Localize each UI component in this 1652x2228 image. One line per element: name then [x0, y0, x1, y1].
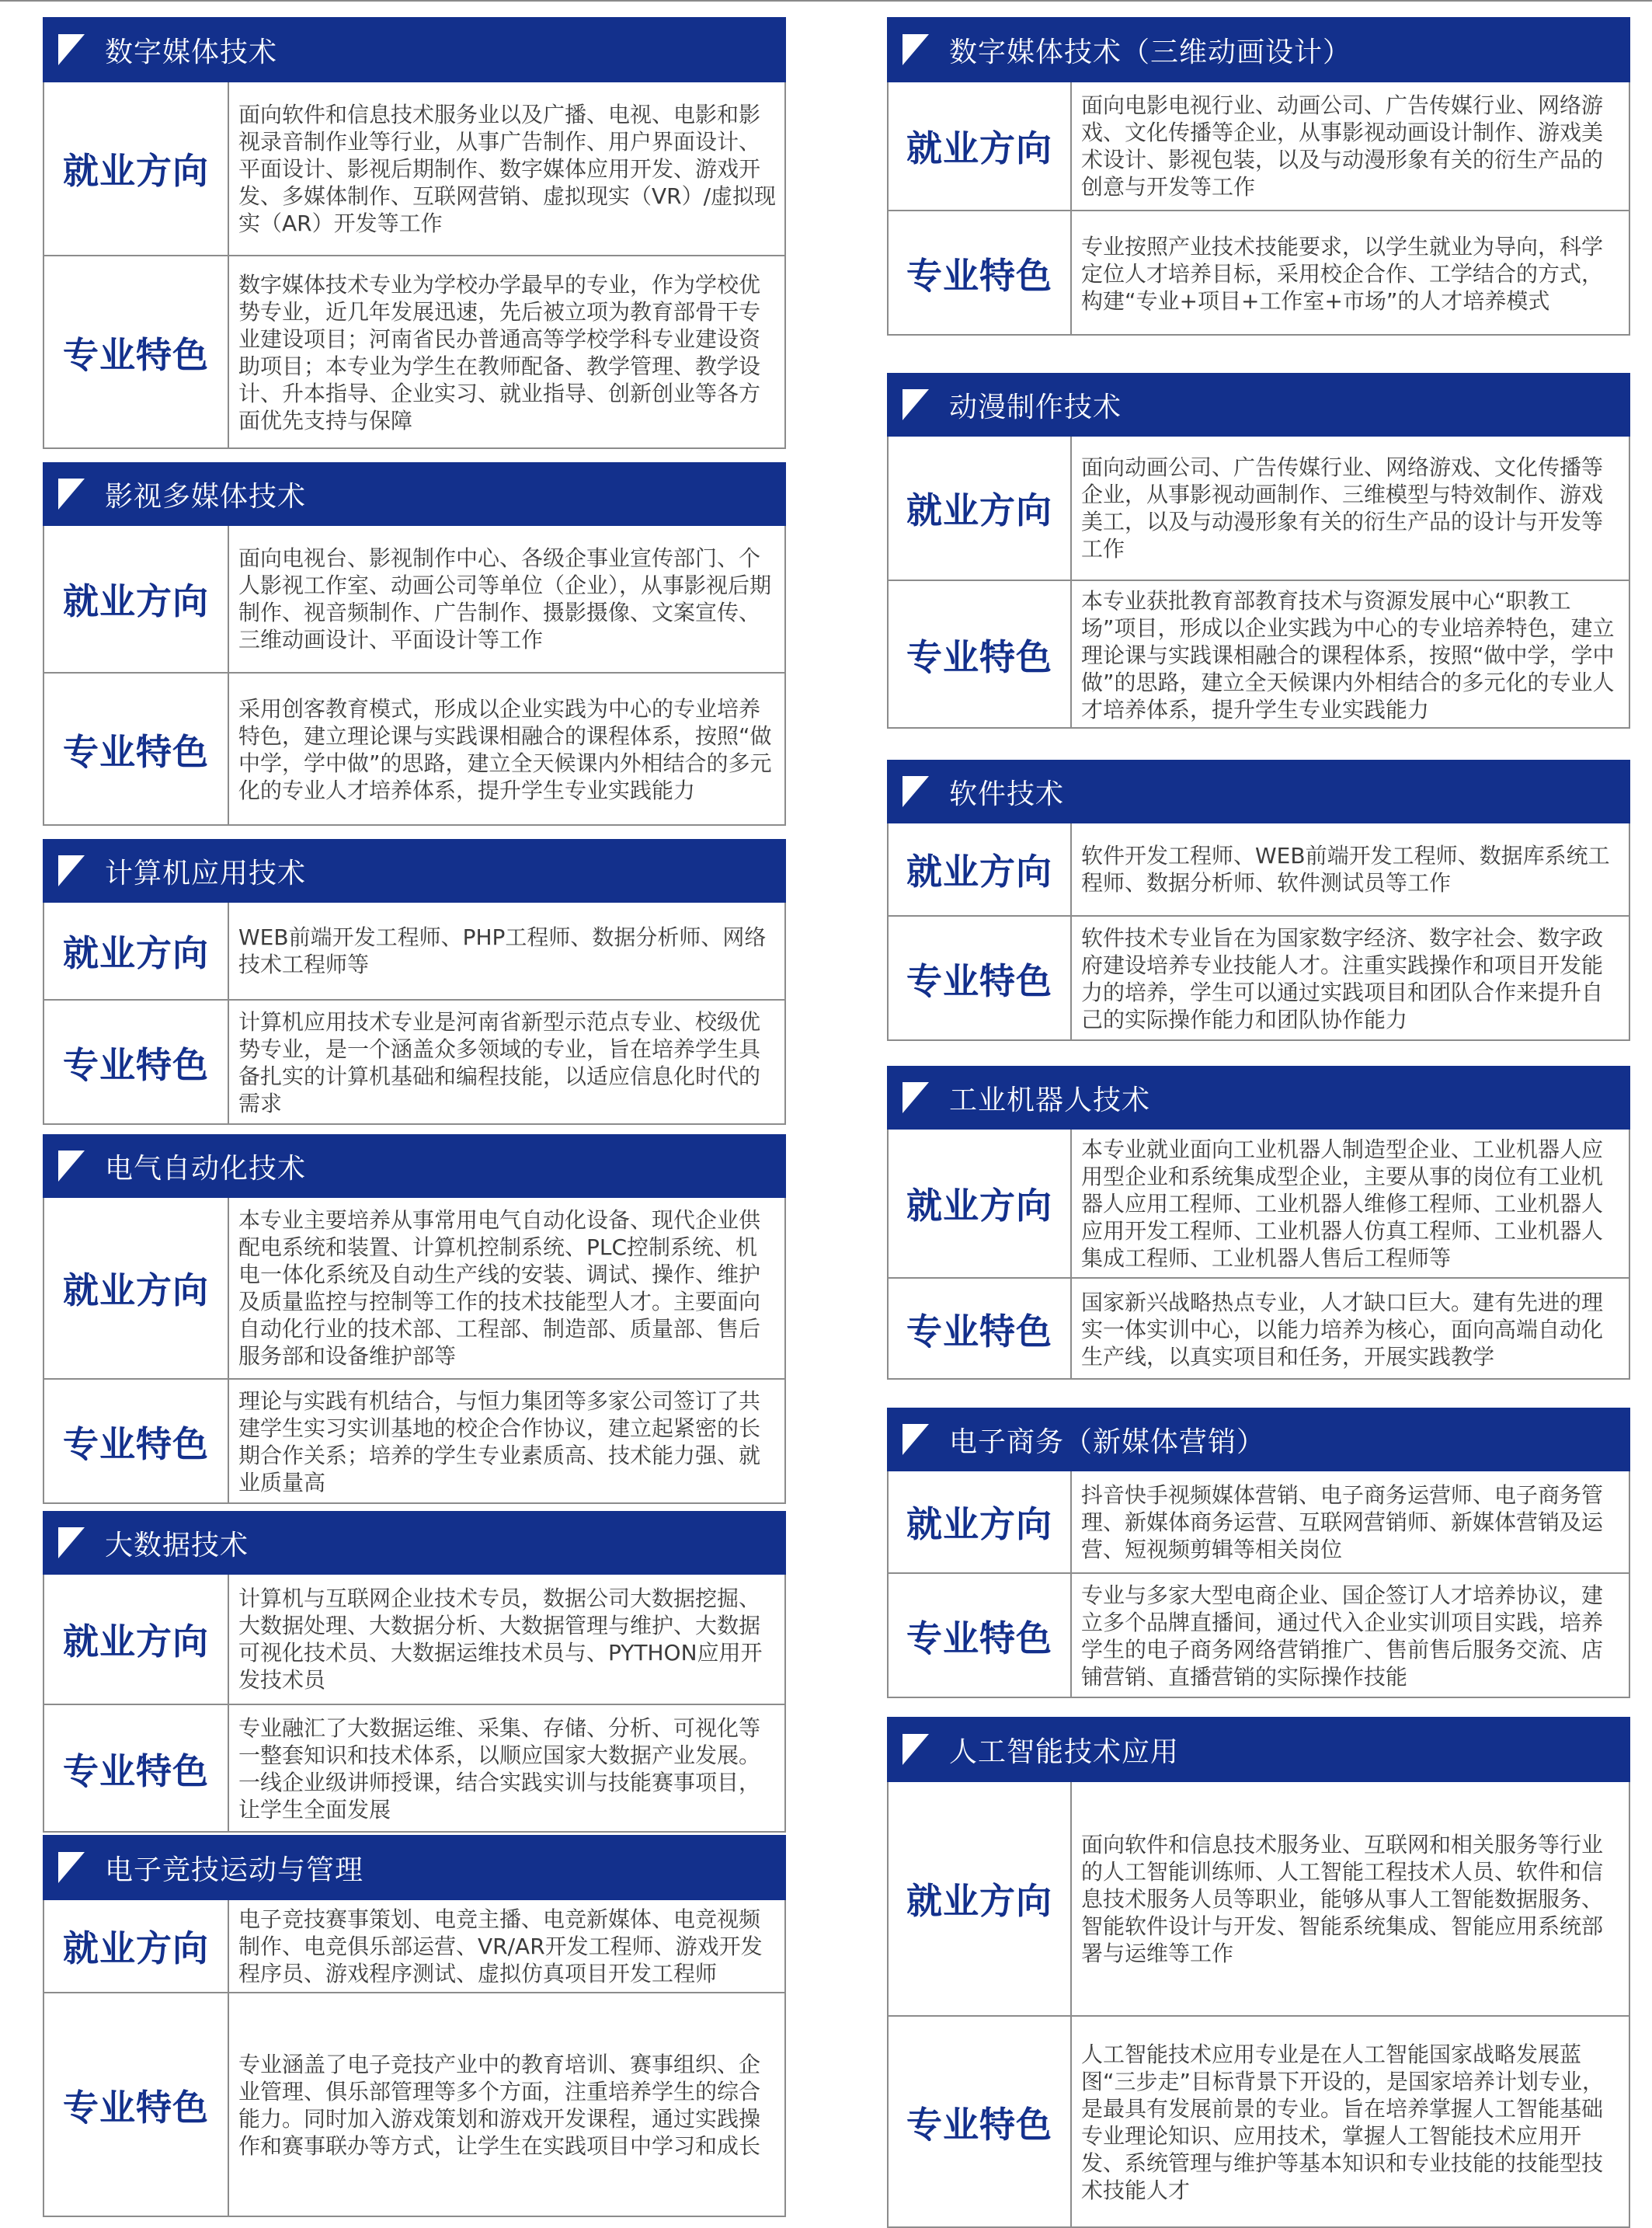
program-title: 影视多媒体技术 — [105, 480, 307, 513]
program-card — [43, 839, 786, 1125]
employment-row — [44, 1575, 784, 1704]
corner-triangle-icon — [903, 1082, 934, 1113]
features-text: 专业按照产业技术技能要求，以学生就业为导向，科学定位人才培养目标，采用校企合作、工学结合的方式，构建“专业+项目+工作室+市场”的人才培养模式 — [1081, 233, 1604, 314]
features-text-cell — [238, 1993, 777, 2217]
features-row — [889, 210, 1629, 336]
program-header — [887, 760, 1630, 823]
program-title: 大数据技术 — [105, 1529, 249, 1561]
corner-triangle-icon — [58, 1151, 89, 1182]
corner-triangle-icon — [58, 479, 89, 510]
employment-row — [889, 1782, 1629, 2015]
program-title: 动漫制作技术 — [949, 391, 1122, 423]
features-text: 理论与实践有机结合，与恒力集团等多家公司签订了共建学生实习实训基地的校企合作协议，建立起紧密的长期合作关系；培养的学生专业素质高、技术能力强、就业质量高 — [238, 1388, 761, 1495]
employment-label: 就业方向 — [889, 1130, 1072, 1277]
employment-text: WEB前端开发工程师、PHP工程师、数据分析师、网络技术工程师等 — [238, 924, 767, 977]
program-title: 电子商务（新媒体营销） — [949, 1426, 1266, 1458]
features-label: 专业特色 — [44, 1993, 229, 2217]
program-card — [887, 17, 1630, 336]
corner-triangle-icon — [903, 776, 934, 807]
employment-label: 就业方向 — [44, 1575, 229, 1704]
features-row — [44, 999, 784, 1125]
features-text-cell — [238, 256, 777, 449]
program-card — [43, 17, 786, 449]
employment-row — [44, 526, 784, 672]
employment-text: 本专业就业面向工业机器人制造型企业、工业机器人应用型企业和系统集成型企业，主要从事的岗位有工业机器人应用工程师、工业机器人维修工程师、工业机器人应用开发工程师、工业机器人仿真工程师、工业机器人集成工程师、工业机器人售后工程师等 — [1081, 1136, 1604, 1271]
employment-row — [44, 1198, 784, 1378]
features-label: 专业特色 — [44, 674, 229, 826]
features-text: 数字媒体技术专业为学校办学最早的专业，作为学校优势专业，近几年发展迅速，先后被立项为教育部骨干专业建设项目；河南省民办普通高等学校学科专业建设资助项目；本专业为学生在教师配备、教学管理、教学设计、升本指导、企业实习、就业指导、创新创业等各方面优先支持与保障 — [238, 272, 761, 433]
employment-label: 就业方向 — [44, 82, 229, 255]
features-text-cell — [1081, 2017, 1621, 2228]
corner-triangle-icon — [58, 34, 89, 65]
employment-label: 就业方向 — [889, 1471, 1072, 1572]
employment-text-cell — [1081, 1782, 1621, 2015]
features-row — [44, 1378, 784, 1504]
program-title: 数字媒体技术（三维动画设计） — [949, 36, 1352, 68]
employment-row — [889, 437, 1629, 580]
features-text: 专业融汇了大数据运维、采集、存储、分析、可视化等一整套知识和技术体系，以顺应国家大数据产业发展。一线企业级讲师授课，结合实践实训与技能赛事项目，让学生全面发展 — [238, 1715, 761, 1822]
program-header — [887, 1408, 1630, 1471]
features-row — [44, 1704, 784, 1833]
features-text: 计算机应用技术专业是河南省新型示范点专业、校级优势专业，是一个涵盖众多领域的专业，旨在培养学生具备扎实的计算机基础和编程技能，以适应信息化时代的需求 — [238, 1009, 761, 1116]
employment-text-cell — [238, 1575, 777, 1704]
program-title: 电子竞技运动与管理 — [105, 1854, 364, 1886]
employment-text: 软件开发工程师、WEB前端开发工程师、数据库系统工程师、数据分析师、软件测试员等工作 — [1081, 843, 1610, 896]
employment-text-cell — [238, 526, 777, 672]
program-header — [43, 17, 786, 82]
features-text: 本专业获批教育部教育技术与资源发展中心“职教工场”项目，形成以企业实践为中心的专业培养特色，建立理论课与实践课相融合的课程体系，按照“做中学，学中做”的思路，建立全天候课内外相结合的多元化的专业人才培养体系，提升学生专业实践能力 — [1081, 587, 1615, 722]
program-card — [887, 760, 1630, 1041]
corner-triangle-icon — [58, 1527, 89, 1558]
features-row — [44, 1992, 784, 2217]
features-text: 软件技术专业旨在为国家数字经济、数字社会、数字政府建设培养专业技能人才。注重实践操作和项目开发能力的培养，学生可以通过实践项目和团队合作来提升自己的实际操作能力和团队协作能力 — [1081, 925, 1604, 1032]
features-text: 国家新兴战略热点专业，人才缺口巨大。建有先进的理实一体实训中心，以能力培养为核心，面向高端自动化生产线，以真实项目和任务，开展实践教学 — [1081, 1289, 1604, 1370]
corner-triangle-icon — [903, 1734, 934, 1765]
employment-text-cell — [1081, 82, 1621, 210]
features-label: 专业特色 — [44, 1380, 229, 1504]
program-title: 数字媒体技术 — [105, 36, 278, 68]
features-row — [889, 1572, 1629, 1698]
employment-text: 面向动画公司、广告传媒行业、网络游戏、文化传播等企业，从事影视动画制作、三维模型与特效制作、游戏美工，以及与动漫形象有关的衍生产品的设计与开发等工作 — [1081, 454, 1604, 562]
features-label: 专业特色 — [44, 1001, 229, 1125]
employment-text-cell — [238, 1198, 777, 1378]
employment-label: 就业方向 — [44, 526, 229, 672]
employment-text: 抖音快手视频媒体营销、电子商务运营师、电子商务管理、新媒体商务运营、互联网营销师、新媒体营销及运营、短视频剪辑等相关岗位 — [1081, 1481, 1604, 1562]
employment-row — [44, 1900, 784, 1992]
employment-text: 面向软件和信息技术服务业以及广播、电视、电影和影视录音制作业等行业，从事广告制作、用户界面设计、平面设计、影视后期制作、数字媒体应用开发、游戏开发、多媒体制作、互联网营销、虚拟现实（VR）/虚拟现实（AR）开发等工作 — [238, 101, 777, 236]
employment-row — [889, 82, 1629, 210]
features-row — [889, 2015, 1629, 2228]
program-header — [887, 373, 1630, 437]
corner-triangle-icon — [903, 34, 934, 65]
employment-label: 就业方向 — [44, 1198, 229, 1378]
features-text-cell — [238, 1705, 777, 1833]
employment-text: 面向电影电视行业、动画公司、广告传媒行业、网络游戏、文化传播等企业，从事影视动画设计制作、游戏美术设计、影视包装，以及与动漫形象有关的衍生产品的创意与开发等工作 — [1081, 92, 1604, 200]
features-text: 专业涵盖了电子竞技产业中的教育培训、赛事组织、企业管理、俱乐部管理等多个方面，注重培养学生的综合能力。同时加入游戏策划和游戏开发课程，通过实践操作和赛事联办等方式，让学生在实践项目中学习和成长 — [238, 2052, 761, 2159]
employment-row — [44, 82, 784, 255]
employment-text: 本专业主要培养从事常用电气自动化设备、现代企业供配电系统和装置、计算机控制系统、PLC控制系统、机电一体化系统及自动生产线的安装、调试、操作、维护及质量监控与控制等工作的技术技能型人才。主要面向自动化行业的技术部、工程部、制造部、质量部、售后服务部和设备维护部等 — [238, 1207, 761, 1369]
program-title: 人工智能技术应用 — [949, 1735, 1180, 1768]
features-row — [889, 580, 1629, 729]
features-label: 专业特色 — [889, 581, 1072, 729]
features-text-cell — [1081, 917, 1621, 1041]
features-text-cell — [238, 1001, 777, 1125]
features-text: 专业与多家大型电商企业、国企签订人才培养协议，建立多个品牌直播间，通过代入企业实训项目实践，培养学生的电子商务网络营销推广、售前售后服务交流、店铺营销、直播营销的实际操作技能 — [1081, 1582, 1604, 1690]
program-header — [887, 1066, 1630, 1130]
program-header — [43, 1134, 786, 1198]
features-row — [889, 1277, 1629, 1380]
employment-row — [889, 1130, 1629, 1277]
employment-label: 就业方向 — [889, 823, 1072, 915]
program-card — [887, 373, 1630, 729]
corner-triangle-icon — [903, 389, 934, 420]
features-row — [44, 255, 784, 449]
program-card — [887, 1066, 1630, 1380]
program-header — [887, 1717, 1630, 1782]
employment-text-cell — [1081, 1130, 1621, 1277]
employment-label: 就业方向 — [889, 82, 1072, 210]
features-label: 专业特色 — [889, 2017, 1072, 2228]
employment-row — [44, 903, 784, 999]
employment-text-cell — [1081, 823, 1621, 915]
program-title: 工业机器人技术 — [949, 1084, 1151, 1116]
features-text-cell — [1081, 581, 1621, 729]
features-row — [889, 915, 1629, 1041]
features-row — [44, 672, 784, 826]
top-divider — [0, 0, 1652, 2]
features-text: 采用创客教育模式，形成以企业实践为中心的专业培养特色，建立理论课与实践课相融合的课程体系，按照“做中学，学中做”的思路，建立全天候课内外相结合的多元化的专业人才培养体系，提升学生专业实践能力 — [238, 696, 772, 803]
employment-label: 就业方向 — [44, 1900, 229, 1992]
corner-triangle-icon — [58, 1852, 89, 1883]
employment-text-cell — [238, 903, 777, 999]
program-card — [43, 1835, 786, 2217]
employment-row — [889, 1471, 1629, 1572]
employment-text: 电子竞技赛事策划、电竞主播、电竞新媒体、电竞视频制作、电竞俱乐部运营、VR/AR开发工程师、游戏开发程序员、游戏程序测试、虚拟仿真项目开发工程师 — [238, 1906, 763, 1986]
program-header — [887, 17, 1630, 82]
features-label: 专业特色 — [889, 1279, 1072, 1380]
employment-label: 就业方向 — [889, 437, 1072, 580]
program-title: 计算机应用技术 — [105, 857, 307, 889]
features-label: 专业特色 — [889, 1574, 1072, 1698]
corner-triangle-icon — [903, 1424, 934, 1455]
program-title: 软件技术 — [949, 778, 1065, 810]
features-label: 专业特色 — [44, 1705, 229, 1833]
program-card — [43, 1134, 786, 1504]
employment-text-cell — [238, 1900, 777, 1992]
features-text: 人工智能技术应用专业是在人工智能国家战略发展蓝图“三步走”目标背景下开设的，是国家培养计划专业，是最具有发展前景的专业。旨在培养掌握人工智能基础专业理论知识、应用技术，掌握人工智能技术应用开发、系统管理与维护等基本知识和专业技能的技能型技术技能人才 — [1081, 2042, 1605, 2203]
program-title: 电气自动化技术 — [105, 1152, 307, 1185]
employment-text-cell — [1081, 1471, 1621, 1572]
employment-text: 面向电视台、影视制作中心、各级企事业宣传部门、个人影视工作室、动画公司等单位（企业），从事影视后期制作、视音频制作、广告制作、摄影摄像、文案宣传、三维动画设计、平面设计等工作 — [238, 545, 772, 653]
program-header — [43, 839, 786, 903]
features-text-cell — [1081, 1279, 1621, 1380]
features-text-cell — [1081, 211, 1621, 336]
program-card — [887, 1408, 1630, 1698]
features-text-cell — [238, 1380, 777, 1504]
features-label: 专业特色 — [44, 256, 229, 449]
employment-row — [889, 823, 1629, 915]
employment-label: 就业方向 — [44, 903, 229, 999]
program-header — [43, 462, 786, 526]
features-label: 专业特色 — [889, 917, 1072, 1041]
program-header — [43, 1511, 786, 1575]
employment-text-cell — [238, 82, 777, 255]
features-label: 专业特色 — [889, 211, 1072, 336]
program-header — [43, 1835, 786, 1900]
employment-text: 面向软件和信息技术服务业、互联网和相关服务等行业的人工智能训练师、人工智能工程技术人员、软件和信息技术服务人员等职业，能够从事人工智能数据服务、智能软件设计与开发、智能系统集成、智能应用系统部署与运维等工作 — [1081, 1831, 1604, 1966]
employment-label: 就业方向 — [889, 1782, 1072, 2015]
program-card — [887, 1717, 1630, 2228]
corner-triangle-icon — [58, 855, 89, 886]
features-text-cell — [238, 674, 777, 826]
features-text-cell — [1081, 1574, 1621, 1698]
program-card — [43, 1511, 786, 1833]
employment-text-cell — [1081, 437, 1621, 580]
employment-text: 计算机与互联网企业技术专员，数据公司大数据挖掘、大数据处理、大数据分析、大数据管理与维护、大数据可视化技术员、大数据运维技术员与、PYTHON应用开发技术员 — [238, 1586, 763, 1693]
program-card — [43, 462, 786, 826]
